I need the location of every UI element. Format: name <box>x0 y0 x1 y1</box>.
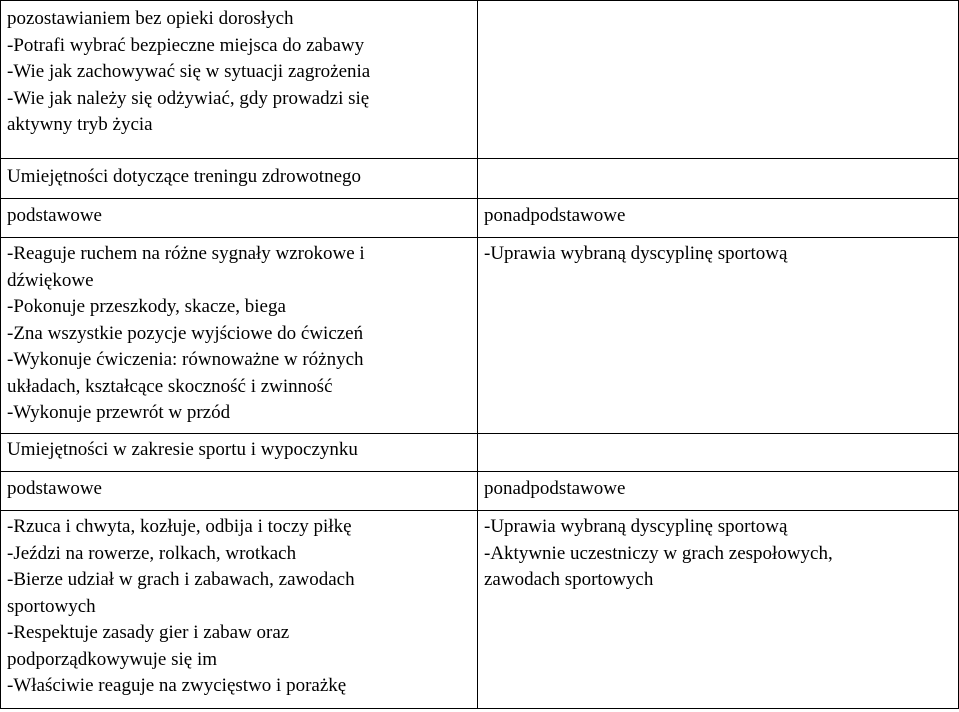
intro-cell <box>1 1 478 159</box>
section-heading: Umiejętności dotyczące treningu zdrowotnego <box>7 166 362 187</box>
skill-line: -Rzuca i chwyta, kozłuje, odbija i toczy piłkę <box>7 516 352 537</box>
skill-line: układach, kształcące skoczność i zwinność <box>7 375 333 397</box>
level-label-advanced: ponadpodstawowe <box>484 205 626 226</box>
intro-line: -Wie jak należy się odżywiać, gdy prowadzi się <box>7 87 370 109</box>
skill-line: -Jeździ na rowerze, rolkach, wrotkach <box>7 542 297 564</box>
table-row <box>1 159 959 199</box>
intro-line: pozostawianiem bez opieki dorosłych <box>7 8 294 29</box>
table-row <box>1 472 959 511</box>
table-row <box>1 434 959 472</box>
basic-skills-cell <box>1 511 478 709</box>
level-label-basic: podstawowe <box>7 478 102 499</box>
skill-line: -Właściwie reaguje na zwycięstwo i porażkę <box>7 675 347 696</box>
skill-line: dźwiękowe <box>7 269 94 291</box>
skill-line: -Aktywnie uczestniczy w grach zespołowych, <box>484 542 833 564</box>
empty-cell <box>478 1 959 159</box>
skill-line: sportowych <box>7 595 96 617</box>
table-row <box>1 238 959 434</box>
skill-line: -Wykonuje przewrót w przód <box>7 402 231 423</box>
intro-line: -Potrafi wybrać bezpieczne miejsca do zabawy <box>7 34 365 56</box>
basic-skills-cell <box>1 238 478 434</box>
section-heading-cell <box>1 434 478 472</box>
empty-cell <box>478 434 959 472</box>
skill-line: -Wykonuje ćwiczenia: równoważne w różnych <box>7 349 364 370</box>
skill-line: -Reaguje ruchem na różne sygnały wzrokowe i <box>7 243 365 264</box>
skill-line: -Bierze udział w grach i zabawach, zawodach <box>7 569 355 590</box>
table-row <box>1 1 959 159</box>
table-row <box>1 199 959 238</box>
section-heading: Umiejętności w zakresie sportu i wypoczynku <box>7 439 358 460</box>
intro-line: -Wie jak zachowywać się w sytuacji zagrożenia <box>7 61 371 82</box>
skill-line: -Uprawia wybraną dyscyplinę sportową <box>484 516 788 537</box>
level-label-cell <box>478 472 959 511</box>
section-heading-cell <box>1 159 478 199</box>
empty-cell <box>478 159 959 199</box>
intro-line: aktywny tryb życia <box>7 114 153 135</box>
table-row <box>1 511 959 709</box>
level-label-advanced: ponadpodstawowe <box>484 478 626 499</box>
skill-line: zawodach sportowych <box>484 569 654 590</box>
level-label-cell <box>478 199 959 238</box>
level-label-basic: podstawowe <box>7 205 102 226</box>
skill-line: -Pokonuje przeszkody, skacze, biega <box>7 296 286 317</box>
skill-line: -Respektuje zasady gier i zabaw oraz <box>7 622 290 643</box>
level-label-cell <box>1 199 478 238</box>
skill-line: podporządkowywuje się im <box>7 648 218 670</box>
skill-line: -Zna wszystkie pozycje wyjściowe do ćwiczeń <box>7 322 364 344</box>
level-label-cell <box>1 472 478 511</box>
skill-line: -Uprawia wybraną dyscyplinę sportową <box>484 243 788 264</box>
advanced-skills-cell <box>478 238 959 434</box>
advanced-skills-cell <box>478 511 959 709</box>
